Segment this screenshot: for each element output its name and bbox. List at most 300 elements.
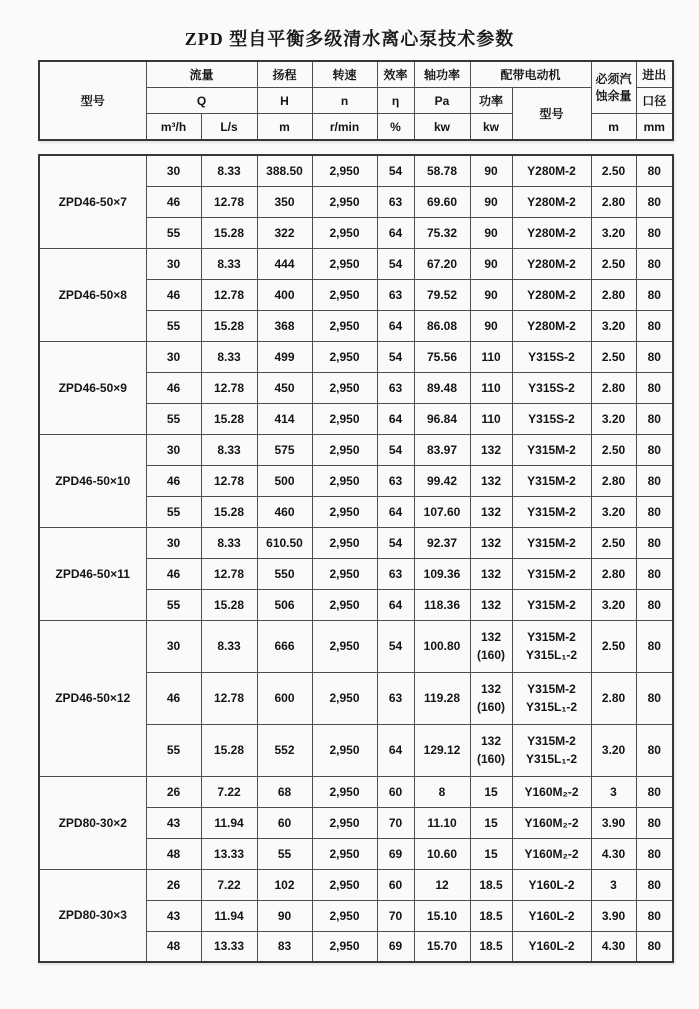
- cell-head: 350: [257, 186, 312, 217]
- cell-port: 80: [636, 310, 673, 341]
- cell-shaft-power: 58.78: [414, 155, 470, 186]
- cell-flow-ls: 12.78: [201, 558, 257, 589]
- cell-motor-model: [512, 838, 591, 869]
- cell-motor-power: [470, 217, 512, 248]
- cell-npsh: 3.90: [591, 807, 636, 838]
- cell-speed: 2,950: [312, 310, 377, 341]
- pump-model: ZPD46-50×7: [39, 155, 146, 248]
- cell-shaft-power: 75.32: [414, 217, 470, 248]
- cell-port: 80: [636, 372, 673, 403]
- cell-motor-power-line: 90: [484, 318, 498, 333]
- cell-efficiency: 60: [377, 776, 414, 807]
- cell-motor-model: [512, 900, 591, 931]
- cell-flow-m3h: 30: [146, 620, 201, 672]
- cell-port: 80: [636, 589, 673, 620]
- efficiency-unit: %: [377, 114, 414, 141]
- cell-shaft-power: 118.36: [414, 589, 470, 620]
- cell-motor-model: [512, 527, 591, 558]
- cell-npsh: 4.30: [591, 931, 636, 962]
- cell-shaft-power: 119.28: [414, 672, 470, 724]
- cell-npsh: 2.80: [591, 186, 636, 217]
- cell-port: 80: [636, 558, 673, 589]
- cell-speed: 2,950: [312, 558, 377, 589]
- cell-motor-model-line: Y280M-2: [527, 318, 576, 333]
- cell-motor-power-line: 132: [480, 535, 502, 550]
- cell-motor-model-line: Y280M-2: [527, 225, 576, 240]
- cell-speed: 2,950: [312, 403, 377, 434]
- cell-motor-model-line: Y315M-2: [527, 473, 576, 488]
- cell-flow-ls: 13.33: [201, 931, 257, 962]
- cell-flow-ls: 15.28: [201, 310, 257, 341]
- cell-motor-power: [470, 496, 512, 527]
- cell-motor-power: [470, 155, 512, 186]
- cell-motor-model: [512, 403, 591, 434]
- cell-head: 666: [257, 620, 312, 672]
- cell-motor-model-line: Y315L₁-2: [526, 700, 577, 714]
- cell-motor-power: [470, 807, 512, 838]
- cell-motor-power-line: (160): [476, 648, 505, 662]
- cell-flow-m3h: 30: [146, 155, 201, 186]
- cell-motor-model-line: Y315M-2: [527, 734, 576, 748]
- cell-port: 80: [636, 931, 673, 962]
- npsh-label-line2: 蚀余量: [595, 88, 632, 103]
- cell-flow-ls: 8.33: [201, 155, 257, 186]
- cell-flow-m3h: 30: [146, 341, 201, 372]
- cell-npsh: 3.20: [591, 403, 636, 434]
- cell-motor-model-line: Y315S-2: [528, 380, 575, 395]
- cell-head: 552: [257, 724, 312, 776]
- cell-flow-ls: 8.33: [201, 527, 257, 558]
- cell-flow-m3h: 46: [146, 465, 201, 496]
- cell-efficiency: 54: [377, 527, 414, 558]
- cell-efficiency: 60: [377, 869, 414, 900]
- cell-head: 506: [257, 589, 312, 620]
- col-header-npsh: [591, 61, 636, 114]
- cell-flow-ls: 7.22: [201, 869, 257, 900]
- cell-port: 80: [636, 279, 673, 310]
- head-unit: m: [257, 114, 312, 141]
- cell-flow-ls: 15.28: [201, 217, 257, 248]
- cell-motor-model-line: Y280M-2: [527, 256, 576, 271]
- cell-efficiency: 64: [377, 496, 414, 527]
- col-header-port-line2: 口径: [636, 88, 673, 114]
- cell-npsh: 2.50: [591, 620, 636, 672]
- cell-motor-power-line: 15: [484, 815, 498, 830]
- cell-shaft-power: 15.70: [414, 931, 470, 962]
- cell-npsh: 3: [591, 869, 636, 900]
- cell-motor-model-line: Y315M-2: [527, 504, 576, 519]
- cell-port: 80: [636, 838, 673, 869]
- cell-shaft-power: 69.60: [414, 186, 470, 217]
- cell-motor-power: [470, 900, 512, 931]
- pump-table-header: [38, 60, 674, 141]
- cell-flow-ls: 11.94: [201, 807, 257, 838]
- cell-speed: 2,950: [312, 279, 377, 310]
- col-header-flow: 流量: [146, 61, 257, 88]
- cell-npsh: 3.20: [591, 217, 636, 248]
- cell-motor-model-line: Y315M-2: [527, 630, 576, 644]
- cell-motor-power: [470, 869, 512, 900]
- cell-motor-power-line: 132: [480, 734, 502, 748]
- pump-model: ZPD46-50×12: [39, 620, 146, 776]
- cell-flow-ls: 12.78: [201, 672, 257, 724]
- cell-shaft-power: 75.56: [414, 341, 470, 372]
- cell-npsh: 2.50: [591, 434, 636, 465]
- cell-flow-ls: 12.78: [201, 279, 257, 310]
- cell-shaft-power: 129.12: [414, 724, 470, 776]
- cell-flow-m3h: 55: [146, 310, 201, 341]
- col-header-model: 型号: [39, 61, 146, 140]
- cell-motor-power-line: 90: [484, 287, 498, 302]
- cell-motor-model-line: Y315M-2: [527, 566, 576, 581]
- shaft-power-symbol: Pa: [414, 88, 470, 114]
- cell-motor-power-line: 132: [480, 682, 502, 696]
- table-row: [39, 620, 673, 672]
- cell-shaft-power: 86.08: [414, 310, 470, 341]
- cell-motor-power-line: 18.5: [479, 908, 503, 923]
- cell-flow-m3h: 55: [146, 724, 201, 776]
- cell-shaft-power: 109.36: [414, 558, 470, 589]
- npsh-label-line1: 必须汽: [595, 71, 632, 86]
- cell-flow-m3h: 43: [146, 900, 201, 931]
- table-row: [39, 776, 673, 807]
- cell-motor-model-line: Y160M₂-2: [524, 846, 579, 861]
- cell-npsh: 3.20: [591, 496, 636, 527]
- cell-motor-model: [512, 186, 591, 217]
- cell-motor-model: [512, 496, 591, 527]
- cell-efficiency: 63: [377, 186, 414, 217]
- cell-npsh: 2.50: [591, 341, 636, 372]
- cell-efficiency: 63: [377, 558, 414, 589]
- cell-port: 80: [636, 217, 673, 248]
- cell-motor-power: [470, 434, 512, 465]
- cell-speed: 2,950: [312, 217, 377, 248]
- cell-motor-model: [512, 724, 591, 776]
- speed-unit: r/min: [312, 114, 377, 141]
- cell-efficiency: 54: [377, 434, 414, 465]
- cell-npsh: 2.80: [591, 279, 636, 310]
- cell-flow-ls: 8.33: [201, 248, 257, 279]
- table-row: [39, 155, 673, 186]
- cell-port: 80: [636, 403, 673, 434]
- cell-efficiency: 54: [377, 620, 414, 672]
- cell-motor-model-line: Y160M₂-2: [524, 784, 579, 799]
- motor-power-unit: kw: [470, 114, 512, 141]
- cell-motor-model: [512, 434, 591, 465]
- cell-port: 80: [636, 434, 673, 465]
- cell-port: 80: [636, 672, 673, 724]
- cell-efficiency: 64: [377, 217, 414, 248]
- cell-motor-power-line: 18.5: [479, 877, 503, 892]
- cell-speed: 2,950: [312, 620, 377, 672]
- cell-port: 80: [636, 465, 673, 496]
- cell-motor-power: [470, 341, 512, 372]
- cell-flow-ls: 12.78: [201, 186, 257, 217]
- cell-motor-model: [512, 310, 591, 341]
- cell-flow-m3h: 26: [146, 776, 201, 807]
- cell-efficiency: 64: [377, 589, 414, 620]
- cell-port: 80: [636, 527, 673, 558]
- cell-port: 80: [636, 186, 673, 217]
- cell-flow-ls: 8.33: [201, 341, 257, 372]
- cell-efficiency: 69: [377, 838, 414, 869]
- cell-efficiency: 63: [377, 279, 414, 310]
- cell-efficiency: 63: [377, 465, 414, 496]
- cell-motor-model: [512, 589, 591, 620]
- cell-motor-model-line: Y315M-2: [527, 535, 576, 550]
- cell-motor-power: [470, 672, 512, 724]
- cell-motor-model-line: Y315M-2: [527, 682, 576, 696]
- cell-flow-m3h: 46: [146, 279, 201, 310]
- cell-flow-m3h: 48: [146, 931, 201, 962]
- cell-motor-model: [512, 620, 591, 672]
- cell-speed: 2,950: [312, 527, 377, 558]
- cell-flow-ls: 15.28: [201, 724, 257, 776]
- cell-speed: 2,950: [312, 672, 377, 724]
- cell-head: 610.50: [257, 527, 312, 558]
- cell-motor-model: [512, 807, 591, 838]
- col-header-speed: 转速: [312, 61, 377, 88]
- cell-motor-model: [512, 776, 591, 807]
- cell-speed: 2,950: [312, 900, 377, 931]
- cell-head: 500: [257, 465, 312, 496]
- cell-efficiency: 63: [377, 372, 414, 403]
- cell-motor-power: [470, 248, 512, 279]
- cell-port: 80: [636, 496, 673, 527]
- cell-efficiency: 70: [377, 807, 414, 838]
- header-row-1: [39, 61, 673, 88]
- cell-flow-m3h: 30: [146, 527, 201, 558]
- cell-shaft-power: 100.80: [414, 620, 470, 672]
- cell-shaft-power: 99.42: [414, 465, 470, 496]
- cell-motor-power: [470, 589, 512, 620]
- motor-model-label: 型号: [512, 88, 591, 141]
- cell-motor-power: [470, 776, 512, 807]
- table-row: [39, 527, 673, 558]
- cell-speed: 2,950: [312, 434, 377, 465]
- cell-motor-model-line: Y315L₁-2: [526, 752, 577, 766]
- cell-flow-m3h: 46: [146, 558, 201, 589]
- cell-shaft-power: 79.52: [414, 279, 470, 310]
- cell-motor-power: [470, 310, 512, 341]
- cell-motor-model-line: Y160M₂-2: [524, 815, 579, 830]
- cell-motor-power-line: (160): [476, 700, 505, 714]
- cell-motor-model: [512, 372, 591, 403]
- cell-flow-m3h: 30: [146, 434, 201, 465]
- cell-motor-power-line: 132: [480, 597, 502, 612]
- cell-motor-model-line: Y315M-2: [527, 442, 576, 457]
- cell-motor-power: [470, 620, 512, 672]
- cell-motor-power-line: 132: [480, 566, 502, 581]
- cell-flow-m3h: 55: [146, 496, 201, 527]
- cell-port: 80: [636, 341, 673, 372]
- cell-npsh: 2.80: [591, 372, 636, 403]
- col-header-efficiency: 效率: [377, 61, 414, 88]
- cell-shaft-power: 15.10: [414, 900, 470, 931]
- pump-model: ZPD46-50×9: [39, 341, 146, 434]
- cell-speed: 2,950: [312, 807, 377, 838]
- cell-motor-power-line: 132: [480, 473, 502, 488]
- cell-motor-model: [512, 155, 591, 186]
- cell-motor-power: [470, 403, 512, 434]
- cell-efficiency: 63: [377, 672, 414, 724]
- cell-head: 444: [257, 248, 312, 279]
- table-row: [39, 248, 673, 279]
- pump-model: ZPD80-30×2: [39, 776, 146, 869]
- cell-port: 80: [636, 869, 673, 900]
- cell-flow-ls: 12.78: [201, 465, 257, 496]
- cell-flow-m3h: 55: [146, 589, 201, 620]
- cell-efficiency: 70: [377, 900, 414, 931]
- cell-motor-model-line: Y315L₁-2: [526, 648, 577, 662]
- cell-speed: 2,950: [312, 931, 377, 962]
- cell-motor-power-line: 110: [481, 380, 501, 395]
- cell-motor-power: [470, 372, 512, 403]
- cell-flow-ls: 7.22: [201, 776, 257, 807]
- cell-motor-power: [470, 838, 512, 869]
- cell-motor-model-line: Y160L-2: [528, 939, 575, 954]
- cell-motor-model: [512, 672, 591, 724]
- col-header-motor: 配带电动机: [470, 61, 591, 88]
- cell-port: 80: [636, 248, 673, 279]
- page-title: ZPD 型自平衡多级清水离心泵技术参数: [184, 29, 515, 49]
- cell-head: 550: [257, 558, 312, 589]
- cell-flow-m3h: 26: [146, 869, 201, 900]
- cell-motor-model: [512, 341, 591, 372]
- cell-motor-model: [512, 248, 591, 279]
- cell-motor-power-line: 90: [484, 194, 498, 209]
- cell-head: 68: [257, 776, 312, 807]
- cell-flow-m3h: 48: [146, 838, 201, 869]
- cell-shaft-power: 10.60: [414, 838, 470, 869]
- cell-motor-power: [470, 465, 512, 496]
- cell-motor-power: [470, 558, 512, 589]
- col-header-shaft-power: 轴功率: [414, 61, 470, 88]
- cell-motor-power-line: 132: [480, 442, 502, 457]
- cell-npsh: 4.30: [591, 838, 636, 869]
- cell-head: 600: [257, 672, 312, 724]
- pump-model: ZPD46-50×8: [39, 248, 146, 341]
- cell-flow-ls: 15.28: [201, 496, 257, 527]
- cell-efficiency: 64: [377, 310, 414, 341]
- cell-speed: 2,950: [312, 341, 377, 372]
- cell-shaft-power: 96.84: [414, 403, 470, 434]
- cell-port: 80: [636, 776, 673, 807]
- cell-flow-m3h: 46: [146, 372, 201, 403]
- cell-flow-ls: 11.94: [201, 900, 257, 931]
- cell-shaft-power: 12: [414, 869, 470, 900]
- cell-shaft-power: 107.60: [414, 496, 470, 527]
- cell-flow-m3h: 43: [146, 807, 201, 838]
- cell-motor-power-line: 132: [480, 630, 502, 644]
- cell-head: 460: [257, 496, 312, 527]
- cell-motor-model-line: Y315S-2: [528, 411, 575, 426]
- cell-motor-power: [470, 279, 512, 310]
- cell-motor-model-line: Y315M-2: [527, 597, 576, 612]
- cell-efficiency: 54: [377, 341, 414, 372]
- cell-speed: 2,950: [312, 496, 377, 527]
- cell-flow-ls: 15.28: [201, 589, 257, 620]
- cell-head: 322: [257, 217, 312, 248]
- cell-head: 368: [257, 310, 312, 341]
- cell-flow-ls: 8.33: [201, 434, 257, 465]
- cell-speed: 2,950: [312, 838, 377, 869]
- cell-shaft-power: 89.48: [414, 372, 470, 403]
- cell-npsh: 2.80: [591, 465, 636, 496]
- cell-motor-power-line: 90: [484, 225, 498, 240]
- cell-motor-power-line: 15: [484, 846, 498, 861]
- cell-motor-model-line: Y315S-2: [528, 349, 575, 364]
- cell-npsh: 3.20: [591, 589, 636, 620]
- cell-motor-power-line: 110: [481, 411, 501, 426]
- cell-npsh: 2.80: [591, 558, 636, 589]
- cell-flow-m3h: 46: [146, 186, 201, 217]
- cell-motor-power-line: 18.5: [479, 939, 503, 954]
- cell-npsh: 3.20: [591, 724, 636, 776]
- cell-speed: 2,950: [312, 776, 377, 807]
- table-row: [39, 341, 673, 372]
- cell-motor-power: [470, 527, 512, 558]
- cell-speed: 2,950: [312, 724, 377, 776]
- cell-port: 80: [636, 807, 673, 838]
- cell-head: 414: [257, 403, 312, 434]
- flow-unit-m3h: m³/h: [146, 114, 201, 141]
- cell-shaft-power: 8: [414, 776, 470, 807]
- cell-flow-m3h: 55: [146, 403, 201, 434]
- cell-flow-ls: 8.33: [201, 620, 257, 672]
- cell-motor-power-line: 15: [484, 784, 498, 799]
- cell-flow-m3h: 30: [146, 248, 201, 279]
- cell-head: 102: [257, 869, 312, 900]
- cell-motor-power-line: 132: [480, 504, 502, 519]
- cell-motor-power-line: (160): [476, 752, 505, 766]
- table-row: [39, 869, 673, 900]
- cell-speed: 2,950: [312, 465, 377, 496]
- cell-head: 400: [257, 279, 312, 310]
- cell-motor-model-line: Y160L-2: [528, 877, 575, 892]
- cell-npsh: 2.50: [591, 248, 636, 279]
- cell-flow-ls: 15.28: [201, 403, 257, 434]
- cell-head: 450: [257, 372, 312, 403]
- cell-head: 388.50: [257, 155, 312, 186]
- cell-port: 80: [636, 620, 673, 672]
- cell-speed: 2,950: [312, 248, 377, 279]
- cell-speed: 2,950: [312, 869, 377, 900]
- cell-motor-power: [470, 931, 512, 962]
- pump-model: ZPD46-50×11: [39, 527, 146, 620]
- head-symbol: H: [257, 88, 312, 114]
- cell-efficiency: 64: [377, 724, 414, 776]
- cell-motor-model-line: Y280M-2: [527, 287, 576, 302]
- cell-npsh: 2.50: [591, 155, 636, 186]
- cell-speed: 2,950: [312, 589, 377, 620]
- speed-symbol: n: [312, 88, 377, 114]
- cell-npsh: 3.20: [591, 310, 636, 341]
- port-unit: mm: [636, 114, 673, 141]
- cell-flow-m3h: 55: [146, 217, 201, 248]
- cell-efficiency: 54: [377, 155, 414, 186]
- cell-npsh: 3: [591, 776, 636, 807]
- cell-speed: 2,950: [312, 372, 377, 403]
- cell-efficiency: 64: [377, 403, 414, 434]
- cell-motor-model-line: Y280M-2: [527, 194, 576, 209]
- cell-motor-power: [470, 724, 512, 776]
- cell-efficiency: 69: [377, 931, 414, 962]
- cell-motor-power-line: 90: [484, 163, 498, 178]
- pump-model: ZPD46-50×10: [39, 434, 146, 527]
- cell-speed: 2,950: [312, 155, 377, 186]
- cell-head: 60: [257, 807, 312, 838]
